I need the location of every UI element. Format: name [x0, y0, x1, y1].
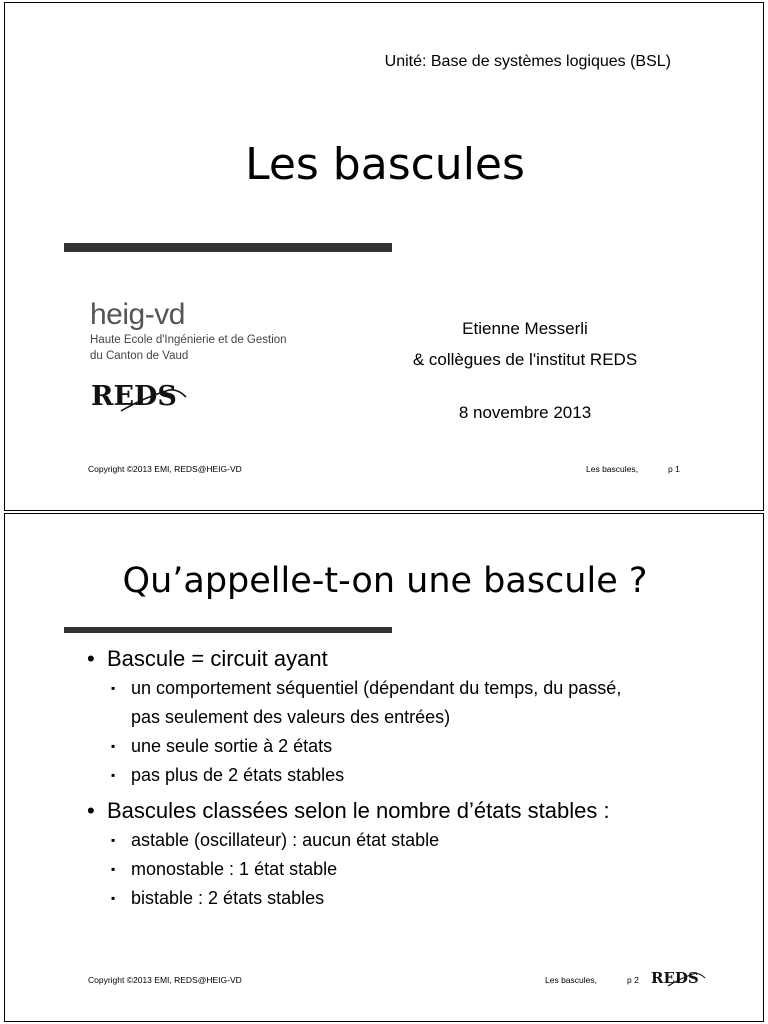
reds-logo — [91, 381, 177, 412]
author-colleagues: & collègues de l'institut REDS — [412, 350, 638, 369]
footer-course: Les bascules, — [545, 975, 597, 985]
unit-label: Unité: Base de systèmes logiques (BSL) — [384, 53, 671, 70]
reds-logo-text: REDS — [651, 969, 699, 987]
reds-logo-swoosh-icon — [91, 381, 191, 421]
reds-logo — [651, 969, 699, 987]
heig-vd-logo — [90, 299, 300, 363]
authors — [385, 313, 665, 375]
reds-logo-text: REDS — [91, 381, 177, 412]
footer-course: Les bascules, — [586, 464, 638, 474]
slide-title: Les bascules — [245, 139, 525, 190]
slide-title: Qu’appelle-t-on une bascule ? — [122, 561, 648, 601]
author-name: Etienne Messerli — [462, 319, 588, 338]
footer-copyright: Copyright ©2013 EMI, REDS@HEIG-VD — [88, 464, 242, 474]
slide-1 — [4, 2, 764, 511]
footer-page-number: p 1 — [668, 464, 680, 474]
sub-bullet-item: ▪ pas plus de 2 états stables — [87, 761, 727, 790]
sub-bullet-continuation: pas seulement des valeurs des entrées) — [131, 707, 451, 727]
footer-copyright: Copyright ©2013 EMI, REDS@HEIG-VD — [88, 975, 242, 985]
reds-logo-swoosh-icon — [651, 969, 707, 991]
sub-bullet-item: ▪ une seule sortie à 2 états — [87, 732, 727, 761]
bullet-item: • Bascule = circuit ayant — [87, 644, 727, 674]
title-underline-bar — [64, 243, 392, 252]
slide-2 — [4, 513, 764, 1022]
sub-bullet-item: ▪ astable (oscillateur) : aucun état stable — [87, 826, 727, 855]
bullet-item: • Bascules classées selon le nombre d’états stables : — [87, 796, 727, 826]
heig-vd-logo-line1: Haute Ecole d'Ingénierie et de Gestion — [90, 334, 287, 346]
heig-vd-logo-name: heig-vd — [90, 298, 185, 331]
footer-page-number: p 2 — [627, 975, 639, 985]
sub-bullet-item: ▪ bistable : 2 états stables — [87, 884, 727, 913]
heig-vd-logo-line2: du Canton de Vaud — [90, 350, 189, 362]
bullet-list — [87, 644, 727, 913]
sub-bullet-item: ▪ monostable : 1 état stable — [87, 855, 727, 884]
title-underline-bar — [64, 627, 392, 633]
presentation-date: 8 novembre 2013 — [458, 403, 592, 422]
sub-bullet-item: ▪ un comportement séquentiel (dépendant du temps, du passé, — [87, 674, 727, 703]
